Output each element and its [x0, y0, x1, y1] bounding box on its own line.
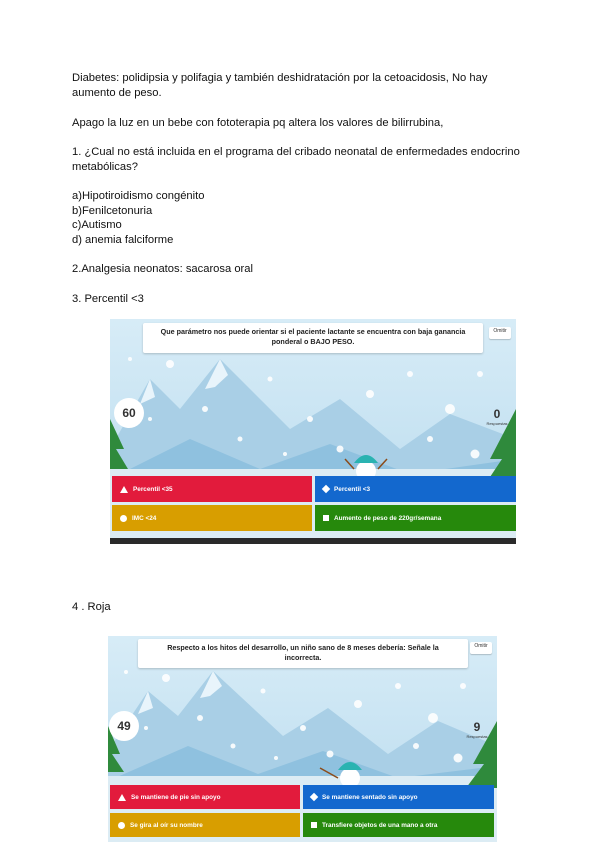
answer-diamond[interactable]	[315, 476, 516, 502]
answer-label: Se gira al oír su nombre	[130, 821, 203, 829]
option-b: b)Fenilcetonuria	[72, 205, 153, 217]
option-a: a)Hipotiroidismo congénito	[72, 190, 205, 202]
answers-label: Respuestas	[486, 421, 508, 426]
answer-circle[interactable]	[112, 505, 312, 531]
question-box: Que parámetro nos puede orientar si el paciente lactante se encuentra con baja ganancia ponderal o BAJO PESO.	[143, 323, 483, 353]
answer-square[interactable]	[303, 813, 494, 837]
answer-label: IMC <24	[132, 514, 157, 522]
answer-label: Transfiere objetos de una mano a otra	[322, 821, 438, 829]
answers-count: 0	[493, 407, 501, 421]
taskbar	[110, 538, 516, 544]
answer-square[interactable]	[315, 505, 516, 531]
answer-circle[interactable]	[110, 813, 300, 837]
answers-counter	[482, 407, 512, 426]
quiz-screenshot-1	[110, 319, 516, 544]
answer-label: Se mantiene sentado sin apoyo	[322, 793, 418, 801]
answer-label: Aumento de peso de 220gr/semana	[334, 514, 442, 522]
diamond-icon	[310, 793, 318, 801]
quiz-screenshot-2	[108, 636, 497, 842]
circle-icon	[118, 822, 125, 829]
option-c: c)Autismo	[72, 219, 122, 231]
paragraph-fototerapia: Apago la luz en un bebe con fototerapia pq altera los valores de bilirrubina,	[72, 117, 444, 129]
triangle-icon	[120, 486, 128, 493]
answer-label: Percentil <35	[133, 485, 173, 493]
square-icon	[311, 822, 317, 828]
skip-button[interactable]: Omitir	[470, 642, 492, 654]
answers-label: Respuestas	[466, 734, 488, 739]
timer: 60	[114, 398, 144, 428]
paragraph-diabetes: Diabetes: polidipsia y polifagia y también deshidratación por la cetoacidosis, No hay aumento de peso.	[72, 72, 488, 99]
question-3: 3. Percentil <3	[72, 293, 144, 305]
triangle-icon	[118, 794, 126, 801]
question-4: 4 . Roja	[72, 601, 111, 613]
question-2: 2.Analgesia neonatos: sacarosa oral	[72, 263, 253, 275]
answer-label: Se mantiene de pie sin apoyo	[131, 793, 221, 801]
answers-counter	[462, 720, 492, 739]
answer-diamond[interactable]	[303, 785, 494, 809]
answer-label: Percentil <3	[334, 485, 371, 493]
square-icon	[323, 515, 329, 521]
answers-count: 9	[473, 720, 481, 734]
answer-triangle[interactable]	[110, 785, 300, 809]
diamond-icon	[322, 485, 330, 493]
option-d: d) anemia falciforme	[72, 234, 174, 246]
question-box: Respecto a los hitos del desarrollo, un niño sano de 8 meses debería: Señale la incorrecta.	[138, 639, 468, 668]
skip-button[interactable]: Omitir	[489, 327, 511, 339]
answer-triangle[interactable]	[112, 476, 312, 502]
question-1: 1. ¿Cual no está incluida en el programa del cribado neonatal de enfermedades endocrino metabólicas?	[72, 146, 520, 173]
circle-icon	[120, 515, 127, 522]
timer: 49	[109, 711, 139, 741]
